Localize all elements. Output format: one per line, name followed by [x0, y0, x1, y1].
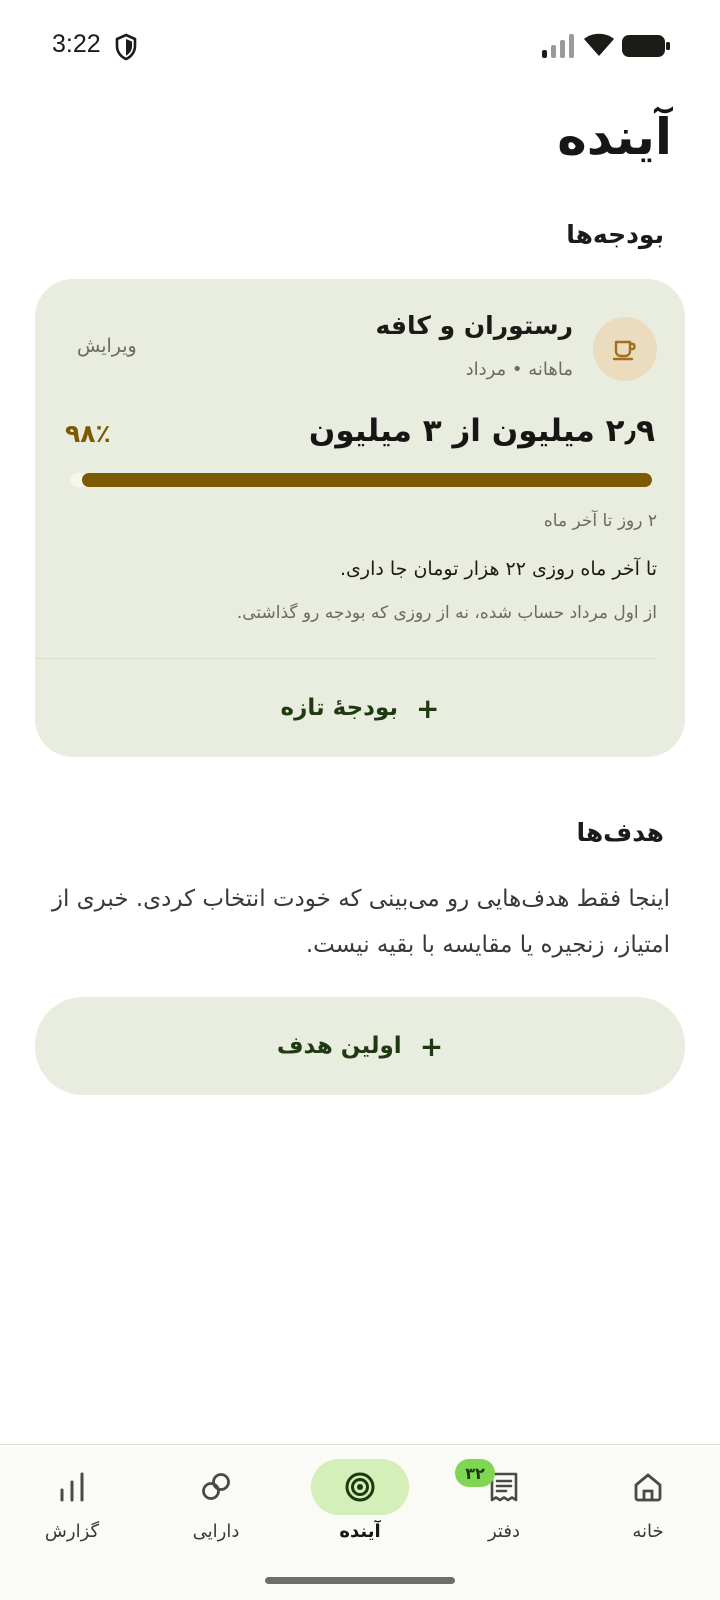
nav-label-assets: دارایی: [192, 1521, 240, 1542]
first-goal-label: اولین هدف: [276, 1033, 402, 1059]
ledger-count-badge: ۳۲: [455, 1459, 495, 1487]
new-budget-button[interactable]: [35, 659, 685, 757]
nav-label-future: آینده: [339, 1521, 381, 1542]
chart-icon: [54, 1469, 90, 1505]
status-bar: [0, 0, 720, 92]
goals-description: اینجا فقط هدف‌هایی رو می‌بینی که خودت انتخاب کردی. خبری از امتیاز، زنجیره یا مقایسه با بقیه نیست.: [51, 886, 670, 958]
shield-icon: [114, 33, 138, 61]
nav-label-reports: گزارش: [44, 1521, 100, 1542]
budgets-section-title: بودجه‌ها: [566, 220, 664, 249]
nav-label-home: خانه: [632, 1521, 664, 1542]
daily-allowance-text: تا آخر ماه روزی ۲۲ هزار تومان جا داری.: [340, 558, 657, 580]
budget-progress-fill: [82, 473, 652, 487]
budget-progress-bar: [70, 473, 652, 487]
calculation-note: از اول مرداد حساب شده، نه از روزی که بودجه رو گذاشتی.: [236, 603, 657, 623]
wifi-icon: [583, 32, 615, 58]
home-icon: [630, 1469, 666, 1505]
signal-icon: [542, 34, 576, 58]
nav-item-assets[interactable]: [144, 1445, 288, 1565]
status-time: 3:22: [52, 30, 101, 58]
nav-label-ledger: دفتر: [488, 1521, 520, 1542]
home-indicator[interactable]: [265, 1577, 455, 1584]
new-budget-label: بودجهٔ تازه: [280, 695, 399, 721]
budget-card[interactable]: [35, 279, 685, 757]
battery-icon: [622, 35, 670, 57]
budget-name: رستوران و کافه: [375, 311, 573, 340]
days-left-text: ۲ روز تا آخر ماه: [543, 511, 657, 531]
target-icon: [342, 1469, 378, 1505]
goals-section-title: هدف‌ها: [576, 818, 664, 847]
coffee-cup-icon: [610, 334, 640, 364]
edit-budget-link[interactable]: ویرایش: [77, 335, 137, 357]
plus-icon: +: [416, 691, 440, 725]
budget-amount: ۲٫۹ میلیون از ۳ میلیون: [308, 413, 655, 449]
first-goal-button[interactable]: [35, 997, 685, 1095]
category-icon-badge: [593, 317, 657, 381]
nav-item-reports[interactable]: [0, 1445, 144, 1565]
nav-item-home[interactable]: [576, 1445, 720, 1565]
plus-icon: +: [419, 1029, 444, 1063]
budget-percent: ۹۸٪: [65, 419, 111, 448]
nav-item-ledger[interactable]: [432, 1445, 576, 1565]
nav-item-future[interactable]: [288, 1445, 432, 1565]
budget-meta: ماهانه • مرداد: [465, 359, 573, 380]
page-title: آینده: [557, 108, 672, 166]
assets-icon: [198, 1469, 234, 1505]
